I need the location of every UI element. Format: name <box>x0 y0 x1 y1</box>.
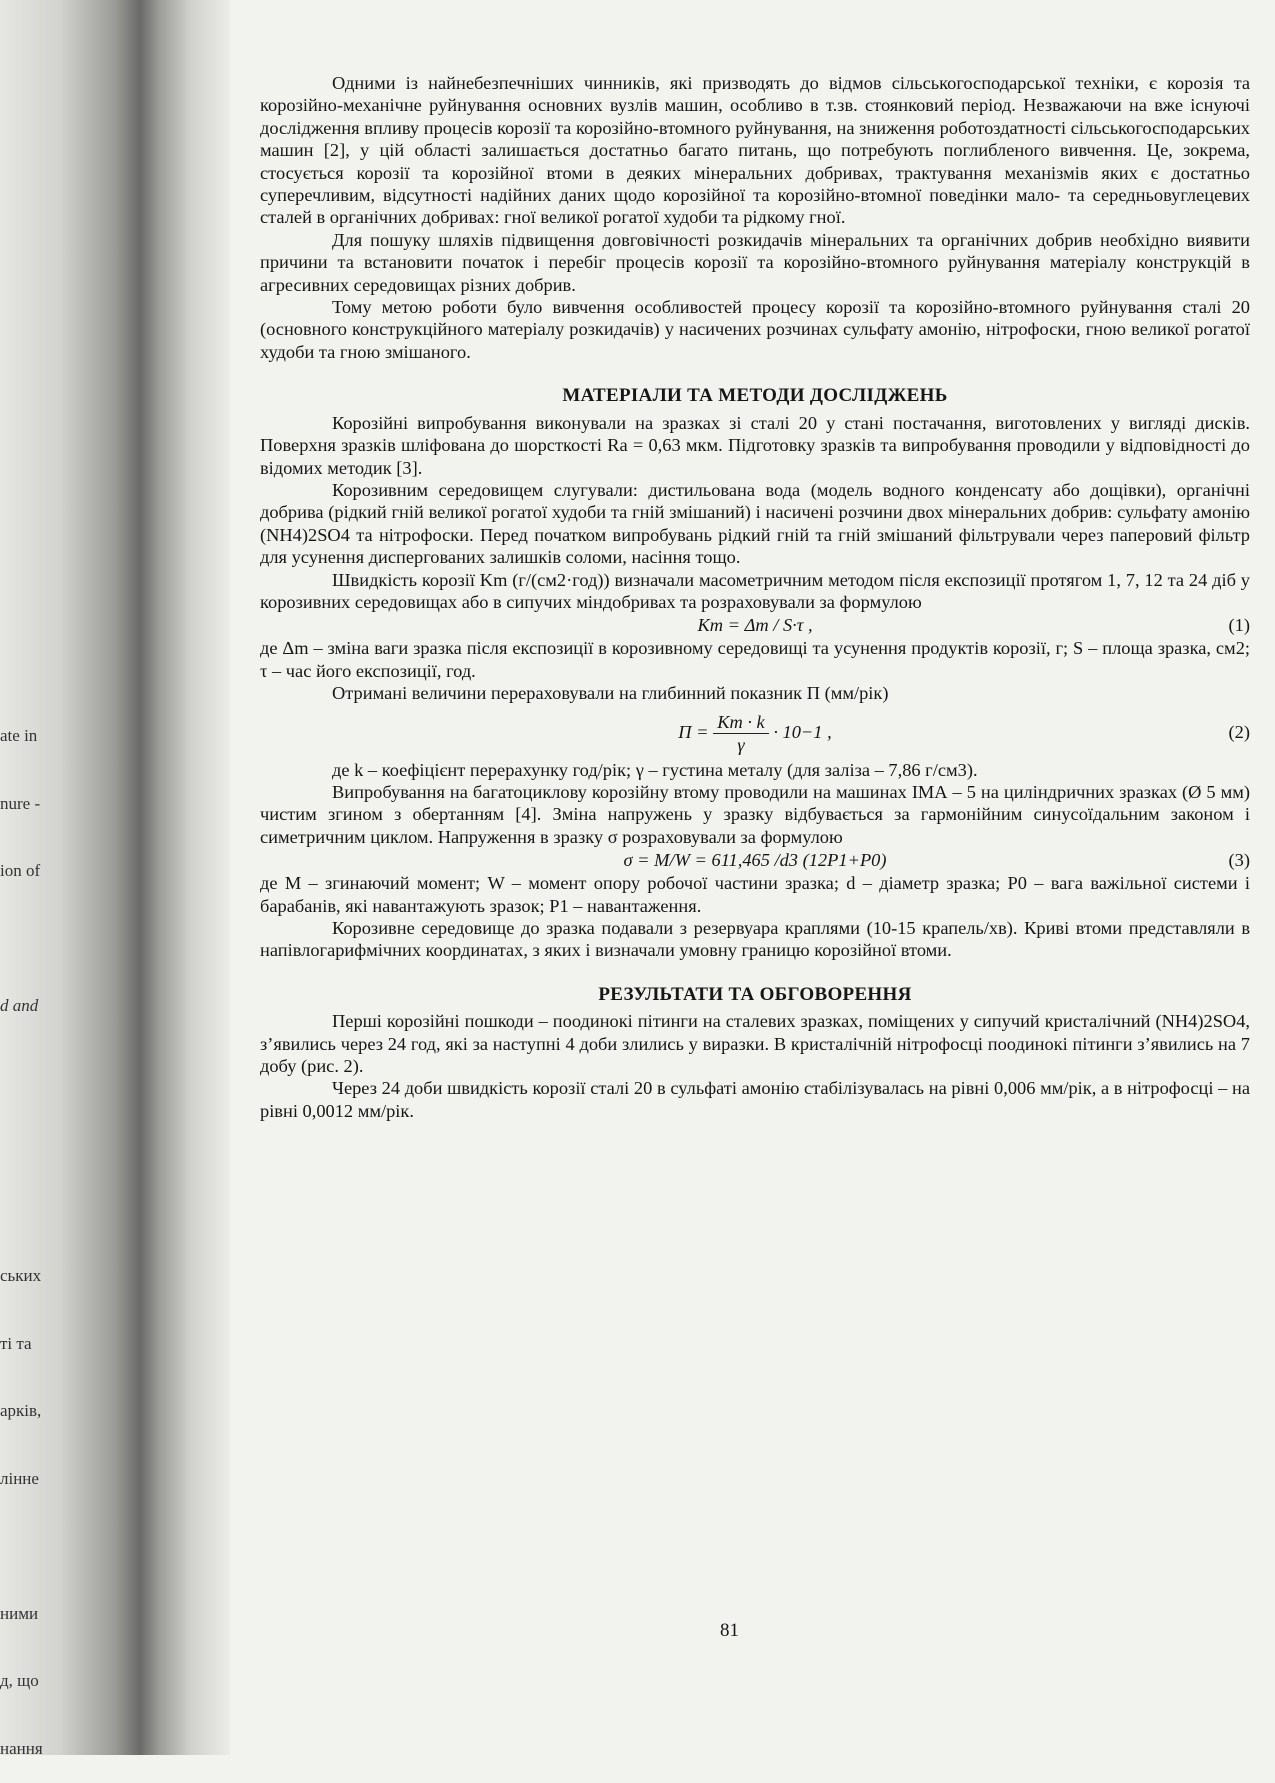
intro-paragraph-3: Тому метою роботи було вивчення особливостей процесу корозії та корозійно-втомного руйнування сталі 20 (основного конструкційного матеріалу розкидачів) у насичених розчинах сульфату амонію, нітрофоски, гною великої рогатої худоби та гною змішаного. <box>260 297 1250 362</box>
methods-heading: МАТЕРІАЛИ ТА МЕТОДИ ДОСЛІДЖЕНЬ <box>562 385 948 407</box>
bleed-line: nure - <box>0 793 41 813</box>
intro-paragraph-2: Для пошуку шляхів підвищення довговічності розкидачів мінеральних та органічних добрив необхідно виявити причини та встановити початок і перебіг процесів корозії та корозійно-втомного руйнування матеріалу конструкцій в агресивних середовищах різних добрив. <box>260 229 1250 295</box>
bleed-line: ion of <box>0 861 41 880</box>
methods-paragraph-1: Корозійні випробування виконували на зразках зі сталі 20 у стані постачання, виготовлених у вигляді дисків. Поверхня зразків шліфована до шорсткості Ra = 0,63 мкм. Підготовку зразків та випробування проводили у відповідності до відомих методик [3]. <box>260 412 1250 478</box>
bleed-line: ними <box>0 1603 39 1623</box>
bleed-line: d and <box>0 996 39 1015</box>
formula-2 <box>260 705 1250 759</box>
formula-2-denominator: γ <box>737 734 745 755</box>
results-paragraph-2: Через 24 доби швидкість корозії сталі 20 в сульфаті амонію стабілізувалась на рівні 0,006 мм/рік, а в нітрофосці – на рівні 0,0012 мм/рік. <box>260 1078 1250 1121</box>
bleed-line <box>0 1063 90 1086</box>
methods-paragraph-4: де Δm – зміна ваги зразка після експозиції в корозивному середовищі та усунення продуктів корозії, г; S – площа зразка, см2; τ – час його експозиції, год. <box>260 638 1250 681</box>
formula-1-expression: Km = Δm / S·τ , <box>697 615 813 636</box>
left-page-bleed-text <box>0 680 90 1783</box>
formula-3 <box>260 848 1250 872</box>
results-heading: РЕЗУЛЬТАТИ ТА ОБГОВОРЕННЯ <box>598 983 912 1005</box>
bleed-line: ate in <box>0 726 38 745</box>
bleed-line <box>0 1198 90 1221</box>
methods-paragraph-3: Швидкість корозії Km (г/(см2·год)) визначали масометричним методом після експозиції протягом 1, 7, 12 та 24 діб у корозивних середовищах або в сипучих міндобривах та розраховували за формулою <box>260 569 1250 612</box>
bleed-line <box>0 928 90 951</box>
formula-2-number: (2) <box>1228 721 1250 742</box>
formula-3-number: (3) <box>1228 850 1250 871</box>
methods-paragraph-6: де k – коефіцієнт перерахунку год/рік; γ – густина металу (для заліза – 7,86 г/см3). <box>332 759 978 780</box>
methods-paragraph-5: Отримані величини перераховували на глибинний показник П (мм/рік) <box>332 683 889 704</box>
methods-paragraph-8: де M – згинаючий момент; W – момент опору робочої частини зразка; d – діаметр зразка; P0 – вага важільної системи і барабанів, які навантажують зразок; P1 – навантаження. <box>260 873 1250 916</box>
bleed-line: д, що <box>0 1671 39 1690</box>
methods-paragraph-2: Корозивним середовищем слугували: дистильована вода (модель водного конденсату або дощівки), органічні добрива (рідкий гній великої рогатої худоби та гній змішаний) і насичені розчини двох мінеральних добрив: сульфату амонію (NH4)2SO4 та нітрофоски. Перед початком випробувань рідкий гній та гній змішаний фільтрували через паперовий фільтр для усунення диспергованих залишків соломи, насіння тощо. <box>260 479 1250 568</box>
bleed-line: лінне <box>0 1468 39 1488</box>
bleed-line: ських <box>0 1266 42 1285</box>
page-number: 81 <box>720 1620 739 1641</box>
formula-2-fraction <box>713 711 769 756</box>
bleed-line <box>0 1535 90 1558</box>
formula-1 <box>260 613 1250 637</box>
bleed-line <box>0 1130 90 1153</box>
results-paragraph-1: Перші корозійні пошкоди – поодинокі пітинги на сталевих зразках, поміщених у сипучий кристалічний (NH4)2SO4, з’явились через 24 год, які за наступні 4 доби злились у виразки. В кристалічній нітрофосці поодинокі пітинги з’явились на 7 добу (рис. 2). <box>260 1011 1250 1077</box>
methods-paragraph-9: Корозивне середовище до зразка подавали з резервуара краплями (10-15 крапель/хв). Криві втоми представляли в напівлогарифмічних координатах, з яких і визначали умовну границю корозійної втоми. <box>260 918 1250 961</box>
formula-2-lhs: П = <box>678 721 709 742</box>
formula-2-rhs: · 10−1 , <box>773 721 832 742</box>
bleed-line: ті та <box>0 1333 32 1353</box>
intro-paragraph-1: Одними із найнебезпечніших чинників, які призводять до відмов сільськогосподарської техніки, є корозія та корозійно-механічне руйнування основних вузлів машин, особливо в т.зв. стоянковий період. Незважаючи на вже існуючі дослідження впливу процесів корозії та корозійно-втомного руйнування, на зниження роботоздатності сільськогосподарських машин [2], у цій області залишається достатньо багато питань, що потребують поглибленого вивчення. Це, зокрема, стосується корозії та корозійної втоми в деяких мінеральних добривах, трактування механізмів яких є достатньо суперечливим, відсутності надійних даних щодо корозійної та корозійно-втомної поведінки мало- та середньовуглецевих сталей в органічних добривах: гної великої рогатої худоби та рідкому гної. <box>260 73 1250 228</box>
formula-2-numerator: Km · k <box>713 711 769 734</box>
bleed-line: арків, <box>0 1401 42 1420</box>
bleed-line: нання <box>0 1738 43 1758</box>
methods-paragraph-7: Випробування на багатоциклову корозійну втому проводили на машинах ІМА – 5 на циліндричних зразках (Ø 5 мм) чистим згином з обертанням [4]. Зміна напружень у зразку відбувається за гармонійним синусоїдальним законом і симетричним циклом. Напруження в зразку σ розраховували за формулою <box>260 781 1250 847</box>
formula-1-number: (1) <box>1228 615 1250 636</box>
formula-3-expression: σ = M/W = 611,465 /d3 (12P1+P0) <box>623 850 887 871</box>
page-body <box>260 72 1250 1122</box>
